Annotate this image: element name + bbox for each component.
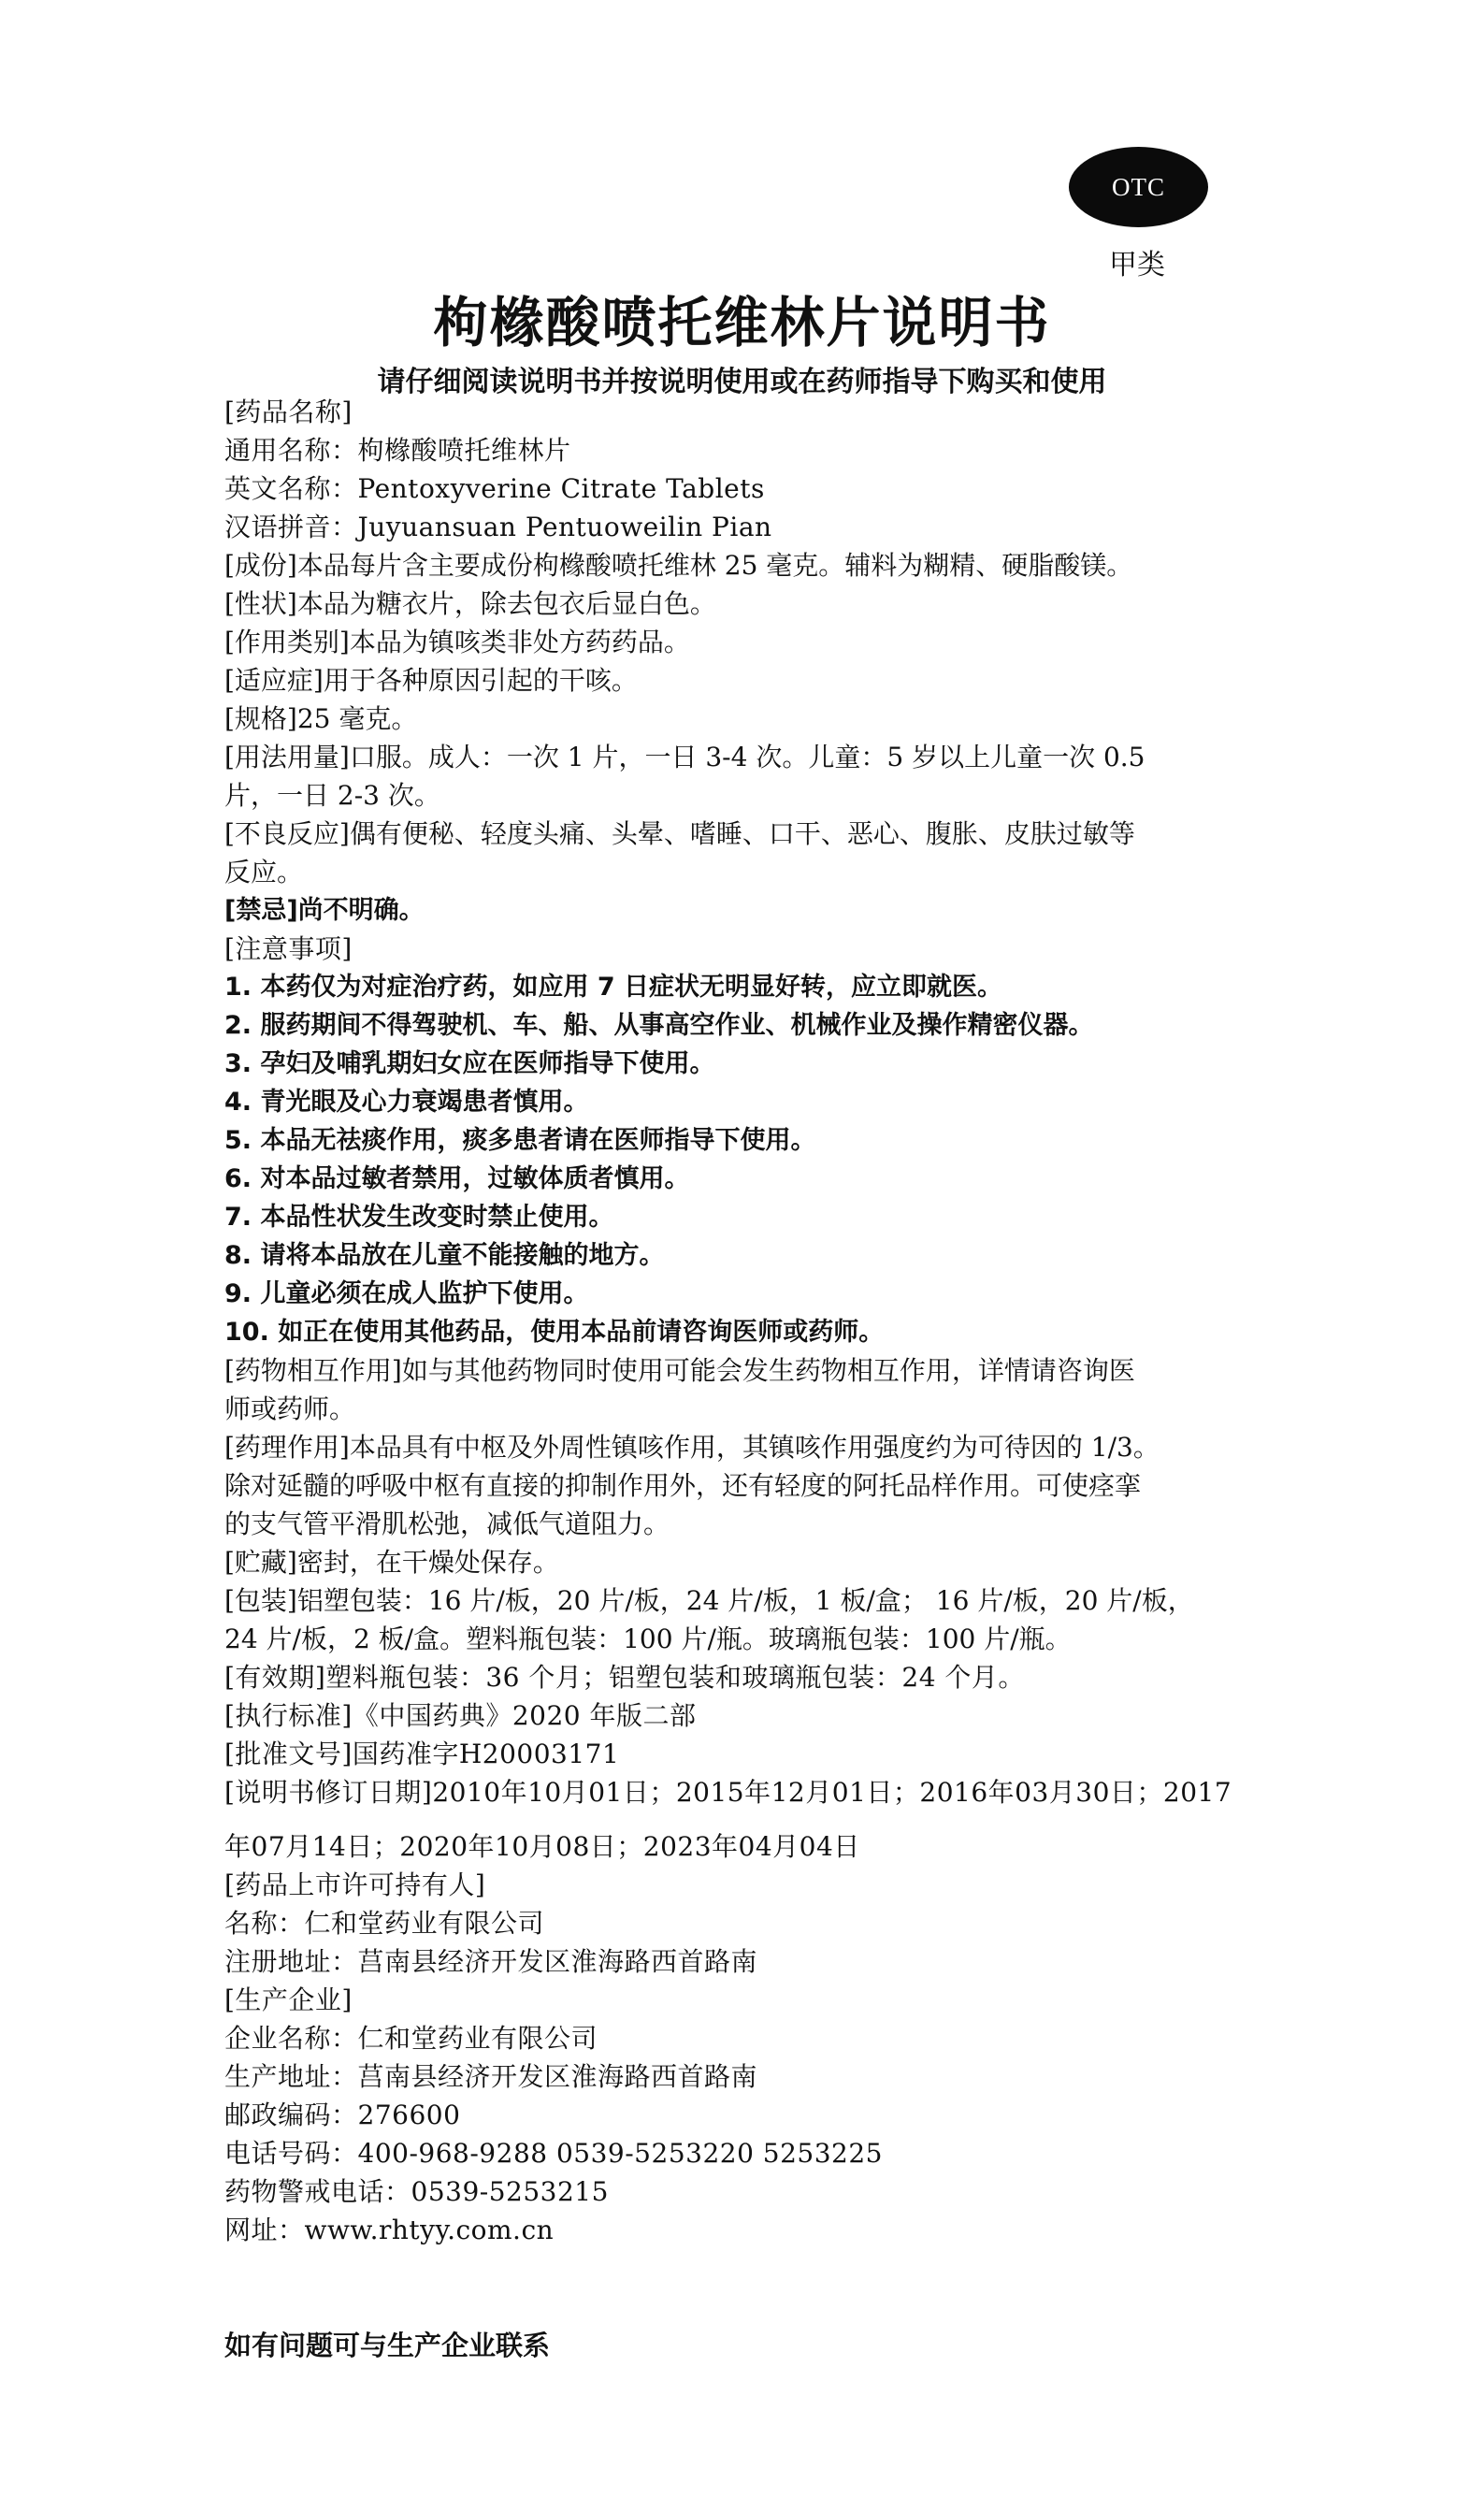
precaution-item: 3. 孕妇及哺乳期妇女应在医师指导下使用。 [224, 1049, 715, 1078]
postal-code: 邮政编码：276600 [224, 2100, 461, 2130]
otc-label: OTC [1112, 172, 1165, 201]
precaution-item: 5. 本品无祛痰作用，痰多患者请在医师指导下使用。 [224, 1126, 816, 1155]
page-title: 枸橼酸喷托维林片说明书 [433, 291, 1051, 354]
ingredients: [成份]本品每片含主要成份枸橼酸喷托维林 25 毫克。辅料为糊精、硬脂酸镁。 [224, 550, 1133, 581]
precaution-item: 4. 青光眼及心力衰竭患者慎用。 [224, 1088, 589, 1117]
page-subtitle: 请仔细阅读说明书并按说明使用或在药师指导下购买和使用 [377, 366, 1107, 398]
precaution-item: 7. 本品性状发生改变时禁止使用。 [224, 1203, 614, 1232]
leaflet-body [224, 393, 1261, 2249]
properties: [性状]本品为糖衣片，除去包衣后显白色。 [224, 588, 716, 619]
otc-category: 甲类 [1109, 249, 1165, 281]
precaution-item: 1. 本药仅为对症治疗药，如应用 7 日症状无明显好转，应立即就医。 [224, 973, 1003, 1002]
manufacturer-address: 生产地址：莒南县经济开发区淮海路西首路南 [224, 2061, 758, 2092]
precaution-item: 6. 对本品过敏者禁用，过敏体质者慎用。 [224, 1164, 690, 1193]
interactions-line-2: 师或药师。 [224, 1393, 356, 1424]
adverse-line-2: 反应。 [224, 857, 304, 888]
english-name: 英文名称：Pentoxyverine Citrate Tablets [224, 473, 765, 504]
contraindications: [禁忌]尚不明确。 [224, 896, 425, 925]
precaution-item: 8. 请将本品放在儿童不能接触的地方。 [224, 1241, 665, 1270]
approval-number: [批准文号]国药准字H20003171 [224, 1739, 620, 1769]
dosage-line-1: [用法用量]口服。成人：一次 1 片，一日 3-4 次。儿童：5 岁以上儿童一次 0.5 [224, 742, 1145, 772]
pharmacology-line-3: 的支气管平滑肌松弛，减低气道阻力。 [224, 1508, 670, 1539]
phone-numbers: 电话号码：400-968-9288 0539-5253220 5253225 [224, 2138, 883, 2169]
adverse-line-1: [不良反应]偶有便秘、轻度头痛、头晕、嗜睡、口干、恶心、腹胀、皮肤过敏等 [224, 818, 1135, 849]
pinyin-name: 汉语拼音：Juyuansuan Pentuoweilin Pian [224, 512, 772, 542]
specification: [规格]25 毫克。 [224, 703, 418, 734]
dosage-line-2: 片，一日 2-3 次。 [224, 780, 440, 811]
pharmacology-line-2: 除对延髓的呼吸中枢有直接的抑制作用外，还有轻度的阿托品样作用。可使痉挛 [224, 1470, 1142, 1501]
footer-contact-note: 如有问题可与生产企业联系 [224, 2330, 551, 2361]
storage: [贮藏]密封，在干燥处保存。 [224, 1547, 559, 1578]
indications: [适应症]用于各种原因引起的干咳。 [224, 665, 638, 696]
revision-line-2: 年07月14日；2020年10月08日；2023年04月04日 [224, 1831, 860, 1862]
generic-name: 通用名称：枸橼酸喷托维林片 [224, 435, 571, 466]
package-line-1: [包装]铝塑包装：16 片/板，20 片/板，24 片/板，1 板/盒； 16 片/板，20 片/板， [224, 1585, 1194, 1616]
precaution-item: 2. 服药期间不得驾驶机、车、船、从事高空作业、机械作业及操作精密仪器。 [224, 1011, 1094, 1040]
interactions-line-1: [药物相互作用]如与其他药物同时使用可能会发生药物相互作用，详情请咨询医 [224, 1355, 1135, 1386]
holder-name: 名称：仁和堂药业有限公司 [224, 1908, 545, 1939]
package-line-2: 24 片/板，2 板/盒。塑料瓶包装：100 片/瓶。玻璃瓶包装：100 片/瓶。 [224, 1623, 1072, 1654]
standard: [执行标准]《中国药典》2020 年版二部 [224, 1700, 697, 1731]
drug-category: [作用类别]本品为镇咳类非处方药药品。 [224, 627, 690, 657]
precautions-header: [注意事项] [224, 933, 353, 964]
revision-line-1: [说明书修订日期]2010年10月01日；2015年12月01日；2016年03月30日；2017 [224, 1777, 1232, 1808]
pharmacovigilance-phone: 药物警戒电话：0539-5253215 [224, 2176, 609, 2207]
otc-badge [1069, 147, 1208, 227]
precaution-item: 10. 如正在使用其他药品，使用本品前请咨询医师或药师。 [224, 1318, 885, 1347]
drug-name-header: [药品名称] [224, 397, 353, 427]
precaution-item: 9. 儿童必须在成人监护下使用。 [224, 1279, 589, 1308]
validity: [有效期]塑料瓶包装：36 个月；铝塑包装和玻璃瓶包装：24 个月。 [224, 1662, 1025, 1693]
pharmacology-line-1: [药理作用]本品具有中枢及外周性镇咳作用，其镇咳作用强度约为可待因的 1/3。 [224, 1432, 1160, 1463]
manufacturer-name: 企业名称：仁和堂药业有限公司 [224, 2023, 598, 2054]
holder-header: [药品上市许可持有人] [224, 1869, 486, 1900]
spacer [224, 1811, 1261, 1827]
manufacturer-header: [生产企业] [224, 1984, 353, 2015]
website: 网址：www.rhtyy.com.cn [224, 2215, 555, 2245]
holder-address: 注册地址：莒南县经济开发区淮海路西首路南 [224, 1946, 758, 1977]
